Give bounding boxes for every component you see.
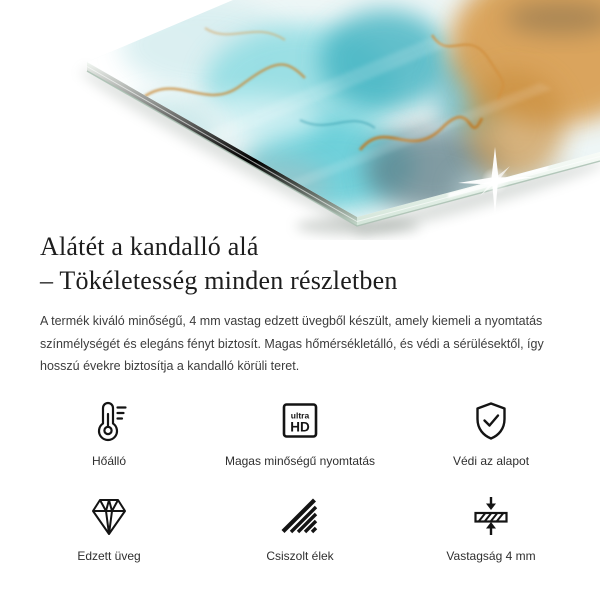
feature-label: Magas minőségű nyomtatás	[224, 454, 376, 468]
feature-label: Csiszolt élek	[266, 549, 334, 563]
shield-check-icon	[469, 399, 513, 443]
description-line: A termék kiváló minőségű, 4 mm vastag edzett üvegből készült, amely kiemeli a nyomtatás	[40, 314, 543, 328]
ultra-hd-icon	[278, 399, 322, 443]
feature-item-protects-base	[401, 399, 581, 468]
polished-edges-icon	[278, 494, 322, 538]
page-title	[40, 230, 398, 298]
feature-item-thickness	[401, 494, 581, 563]
feature-item-tempered-glass	[19, 494, 199, 563]
features-grid	[19, 399, 581, 563]
thickness-icon	[469, 494, 513, 538]
product-description	[40, 310, 560, 378]
ultra-hd-icon-text-top: ultra	[290, 410, 310, 421]
description-line: hosszú évekre biztosítja a kandalló körüli teret.	[40, 359, 300, 373]
feature-item-ultra-hd-print	[199, 399, 401, 468]
description-line: színmélységét és elegáns fényt biztosít. Magas hőmérsékletálló, és védi a sérülésektől, így	[40, 336, 544, 351]
thermometer-icon	[87, 399, 131, 443]
feature-label: Edzett üveg	[77, 549, 141, 563]
feature-label: Hőálló	[91, 454, 127, 468]
product-image	[0, 0, 600, 240]
feature-label: Vastagság 4 mm	[446, 549, 536, 563]
feature-label: Védi az alapot	[452, 454, 530, 468]
page-title-line1: Alátét a kandalló alá	[40, 232, 259, 261]
feature-item-heat-resistant	[19, 399, 199, 468]
glass-panel	[0, 0, 600, 240]
ultra-hd-icon-text-bottom: HD	[290, 419, 310, 435]
page-title-line2: – Tökéletesség minden részletben	[40, 266, 398, 295]
diamond-icon	[87, 494, 131, 538]
feature-item-polished-edges	[199, 494, 401, 563]
